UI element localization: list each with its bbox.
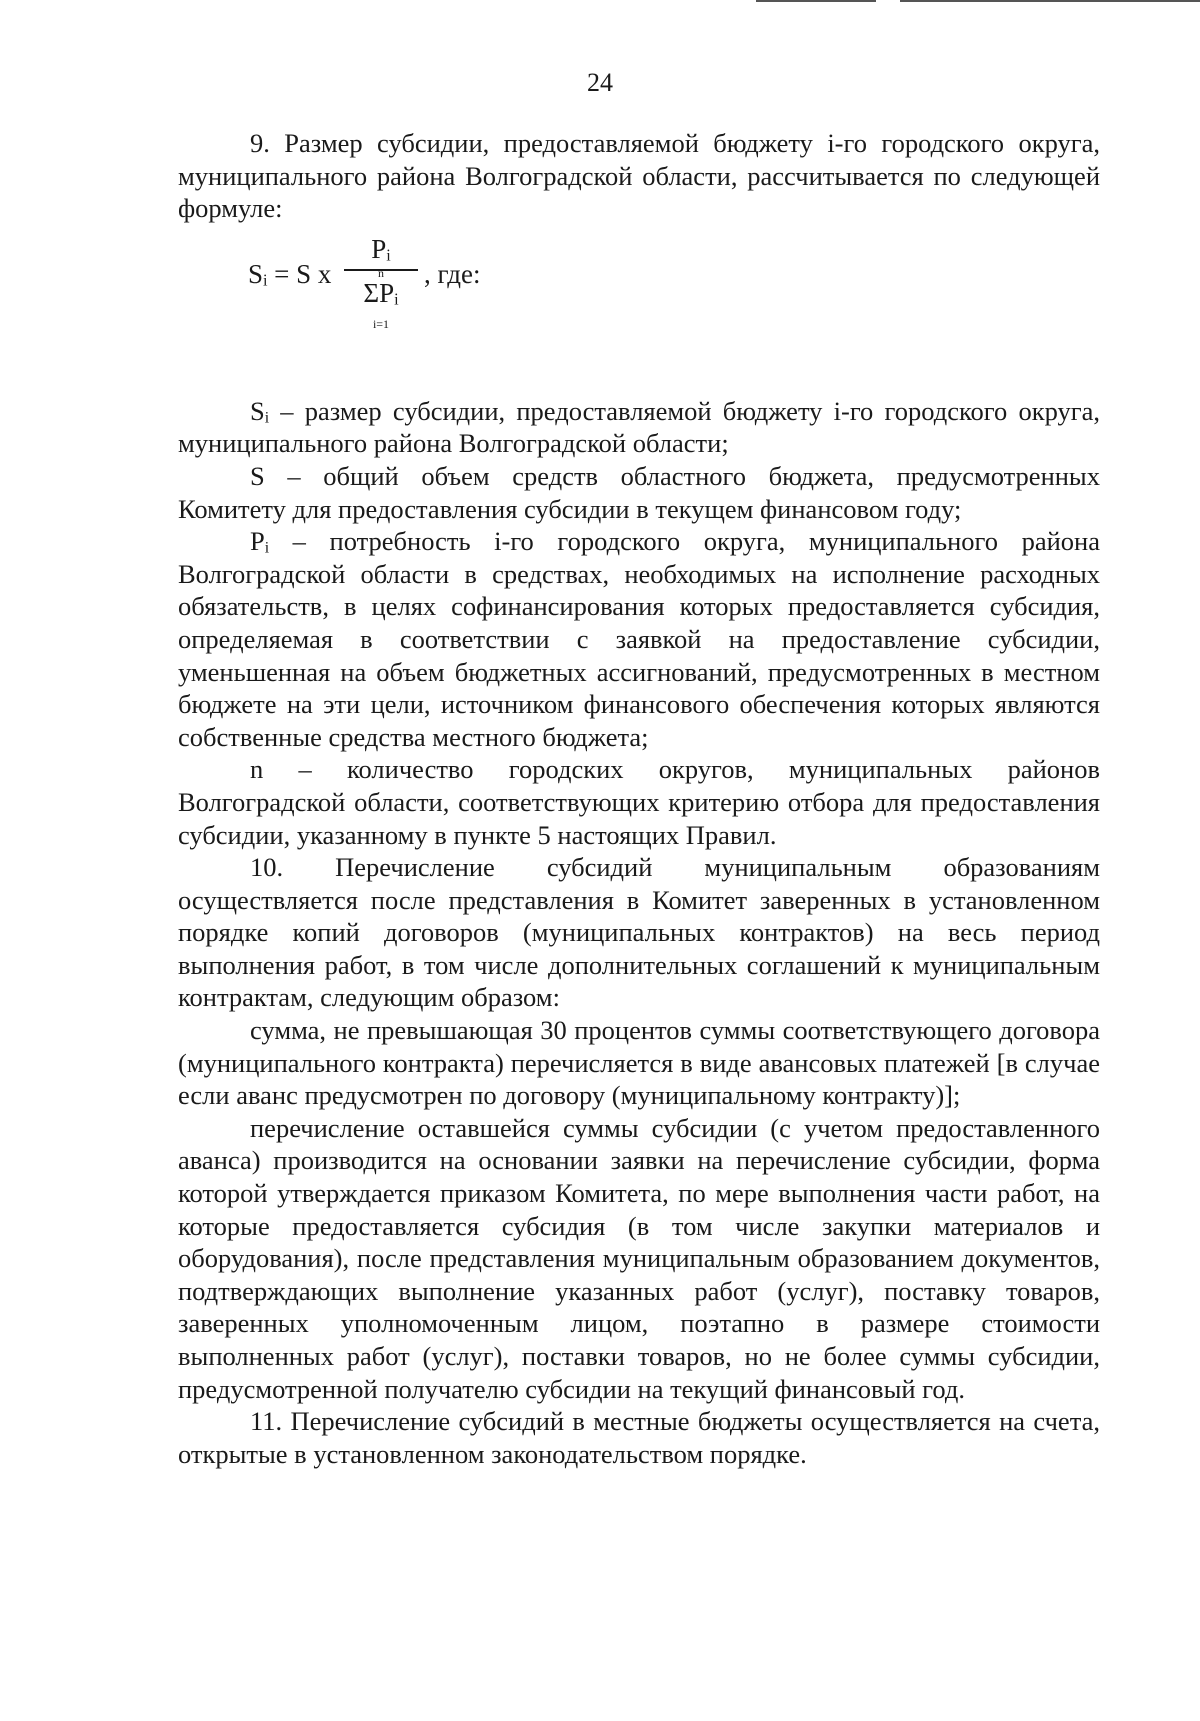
sum-upper-limit: n: [378, 265, 384, 280]
paragraph-10-remainder: перечисление оставшейся суммы субсидии (с учетом предоставленного аванса) производится на основании заявки на перечисление субсидии, форма которой утверждается приказом Комитета, по мере выполнения части работ, на которые предоставляется субсидия (в том числе закупки материалов и оборудования), после представления муниципальным образованием документов, подтверждающих выполнение указанных работ (услуг), поставку товаров, заверенных уполномоченным лицом, поэтапно в размере стоимости выполненных работ (услуг), поставки товаров, но не более суммы субсидии, предусмотренной получателю субсидии на текущий финансовый год.: [178, 1112, 1100, 1404]
paragraph-10-advance: сумма, не превышающая 30 процентов суммы соответствующего договора (муниципального контракта) перечисляется в виде авансовых платежей [в случае если аванс предусмотрен по договору (муниципальному контракту)];: [178, 1015, 1100, 1111]
definition-n: n – количество городских округов, муниципальных районов Волгоградской области, соответствующих критерию отбора для предоставления субсидии, указанному в пункте 5 настоящих Правил.: [178, 754, 1100, 850]
formula-numerator: Pᵢ: [371, 233, 391, 264]
formula-lhs: Sᵢ = S x: [248, 258, 332, 289]
formula-denominator: ΣPᵢ: [363, 277, 399, 308]
definition-s: S – общий объем средств областного бюджета, предусмотренных Комитету для предоставления субсидии в текущем финансовом году;: [178, 460, 1100, 524]
formula-where: , где:: [424, 258, 481, 289]
paragraph-9: 9. Размер субсидии, предоставляемой бюджету i-го городского округа, муниципального района Волгоградской области, рассчитывается по следующей формуле:: [178, 128, 1100, 224]
definition-pi: Pᵢ – потребность i-го городского округа, муниципального района Волгоградской области в средствах, необходимых на исполнение расходных обязательств, в целях софинансирования которых предоставляется субсидия, определяемая в соответствии с заявкой на предоставление субсидии, уменьшенная на объем бюджетных ассигнований, предусмотренных в местном бюджете на эти цели, источником финансового обеспечения которых являются собственные средства местного бюджета;: [178, 526, 1100, 752]
sum-lower-limit: i=1: [372, 316, 390, 331]
document-body: [178, 127, 1100, 1470]
page-number: 24: [587, 68, 613, 97]
scan-edge-line-right: [900, 0, 1200, 2]
paragraph-11: 11. Перечисление субсидий в местные бюджеты осуществляется на счета, открытые в установленном законодательством порядке.: [178, 1406, 1100, 1469]
scan-edge-line: [756, 0, 876, 2]
subsidy-formula: [178, 233, 1100, 381]
paragraph-10: 10. Перечисление субсидий муниципальным образованиям осуществляется после представления в Комитет заверенных в установленном порядке копий договоров (муниципальных контрактов) на весь период выполнения работ, в том числе дополнительных соглашений к муниципальным контрактам, следующим образом:: [178, 852, 1100, 1013]
definition-si: Sᵢ – размер субсидии, предоставляемой бюджету i-го городского округа, муниципального района Волгоградской области;: [178, 395, 1100, 459]
